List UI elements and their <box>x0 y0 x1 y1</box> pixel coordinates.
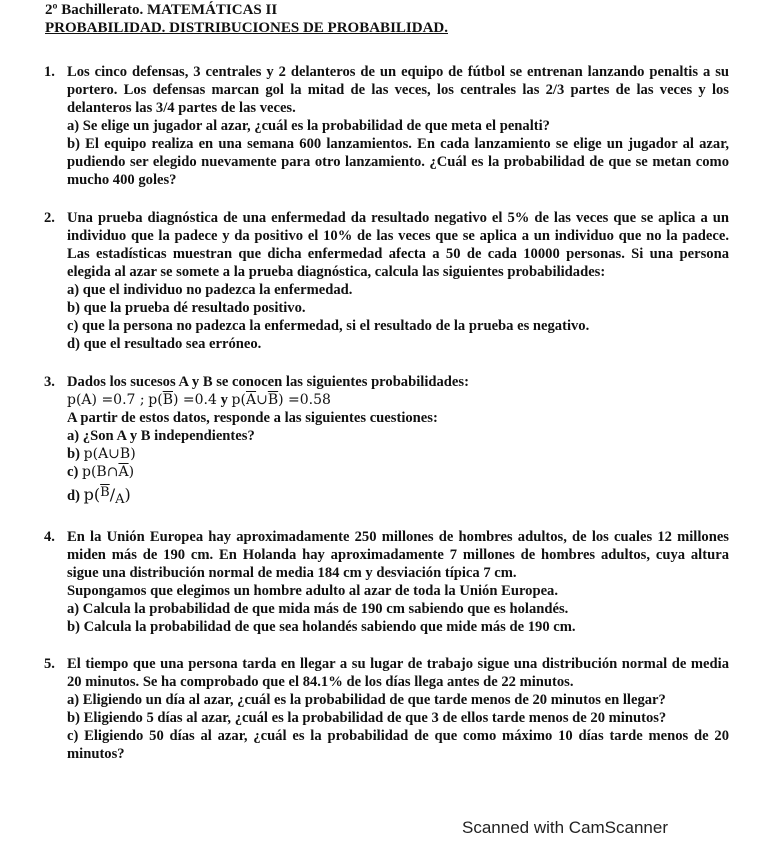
b-complement: $\overline{B}$ <box>267 392 279 408</box>
problem-part: b) que la prueba dé resultado positivo. <box>67 300 306 316</box>
problem-part: b) El equipo realiza en una semana 600 lanzamientos. En cada lanzamiento se elige un jugador al azar, pudiendo ser elegido nuevamente para otro lanzamiento. ¿Cuál es la probabilidad de que se metan como mucho 400 goles? <box>67 136 729 188</box>
problem-part: b) Eligiendo 5 días al azar, ¿cuál es la probabilidad de que 3 de ellos tarde menos de 20 minutos? <box>67 710 667 726</box>
problem-2 <box>44 209 729 353</box>
problem-4 <box>44 528 729 636</box>
problem-part: b) Calcula la probabilidad de que sea holandés sabiendo que mide más de 190 cm. <box>67 619 576 635</box>
problem-intro: A partir de estos datos, responde a las siguientes cuestiones: <box>67 410 438 426</box>
problem-statement: Los cinco defensas, 3 centrales y 2 delanteros de un equipo de fútbol se entrenan lanzando penaltis a su portero. Los defensas marcan gol la mitad de las veces, los centrales las 2/3 partes de las veces y los delanteros las 3/4 partes de las veces. <box>67 64 729 116</box>
given-probabilities: p(A) =0.7 ; $p(\overline{B}) =0.4$ y $p(\overline{A}\cup\overline{B}) =0.58$ <box>67 392 331 408</box>
problem-number: 4. <box>44 529 55 545</box>
problem-part: d) $p(\overline{B}/A)$ <box>67 485 131 507</box>
problem-part: a) ¿Son A y B independientes? <box>67 428 255 444</box>
problem-part: c) $p(B\cap\overline{A})$ <box>67 464 135 480</box>
problem-5 <box>44 655 729 763</box>
problem-assumption: Supongamos que elegimos un hombre adulto al azar de toda la Unión Europea. <box>67 583 558 599</box>
problem-number: 1. <box>44 64 55 80</box>
problem-3 <box>44 373 729 509</box>
problem-number: 3. <box>44 374 55 390</box>
problem-part: b) p(A∪B) <box>67 446 136 462</box>
problem-number: 5. <box>44 656 55 672</box>
a-complement: $\overline{A}$ <box>245 392 257 408</box>
problem-1 <box>44 63 729 189</box>
problem-part: a) Se elige un jugador al azar, ¿cuál es la probabilidad de que meta el penalti? <box>67 118 550 134</box>
problem-part: a) Calcula la probabilidad de que mida más de 190 cm sabiendo que es holandés. <box>67 601 569 617</box>
problem-statement: En la Unión Europea hay aproximadamente 250 millones de hombres adultos, de los cuales 12 millones miden más de 190 cm. En Holanda hay aproximadamente 7 millones de hombres adultos, cuya altura sigue una distribución normal de media 184 cm y desviación típica 7 cm. <box>67 529 729 581</box>
b-complement: $\overline{B}$ <box>100 485 110 500</box>
document-title: 2º Bachillerato. MATEMÁTICAS II <box>45 2 278 18</box>
problem-statement: Dados los sucesos A y B se conocen las siguientes probabilidades: <box>67 374 469 390</box>
document-subtitle: PROBABILIDAD. DISTRIBUCIONES DE PROBABILIDAD. <box>45 20 448 36</box>
b-complement: $\overline{B}$ <box>162 392 173 408</box>
union-expression: p(A∪B) <box>83 446 136 462</box>
a-complement: $\overline{A}$ <box>118 464 129 480</box>
problem-part: d) que el resultado sea erróneo. <box>67 336 262 352</box>
problem-part: c) que la persona no padezca la enfermedad, si el resultado de la prueba es negativo. <box>67 318 590 334</box>
problem-statement: El tiempo que una persona tarda en llegar a su lugar de trabajo sigue una distribución normal de media 20 minutos. Se ha comprobado que el 84.1% de los días llega antes de 22 minutos. <box>67 656 729 690</box>
problem-number: 2. <box>44 210 55 226</box>
problem-part: a) Eligiendo un día al azar, ¿cuál es la probabilidad de que tarde menos de 20 minutos en llegar? <box>67 692 666 708</box>
problem-statement: Una prueba diagnóstica de una enfermedad da resultado negativo el 5% de las veces que se aplica a un individuo que la padece y da positivo el 10% de las veces que se aplica a un individuo que no la padece. Las estadísticas muestran que dicha enfermedad afecta a 50 de cada 10000 personas. Si una persona elegida al azar se somete a la prueba diagnóstica, calcula las siguientes probabilidades: <box>67 210 729 280</box>
scanner-watermark: Scanned with CamScanner <box>462 818 669 837</box>
problem-part: c) Eligiendo 50 días al azar, ¿cuál es la probabilidad de que como máximo 10 días tarde menos de 20 minutos? <box>67 728 729 762</box>
problem-part: a) que el individuo no padezca la enfermedad. <box>67 282 353 298</box>
prob-a: p(A) =0.7 ; <box>67 392 145 408</box>
